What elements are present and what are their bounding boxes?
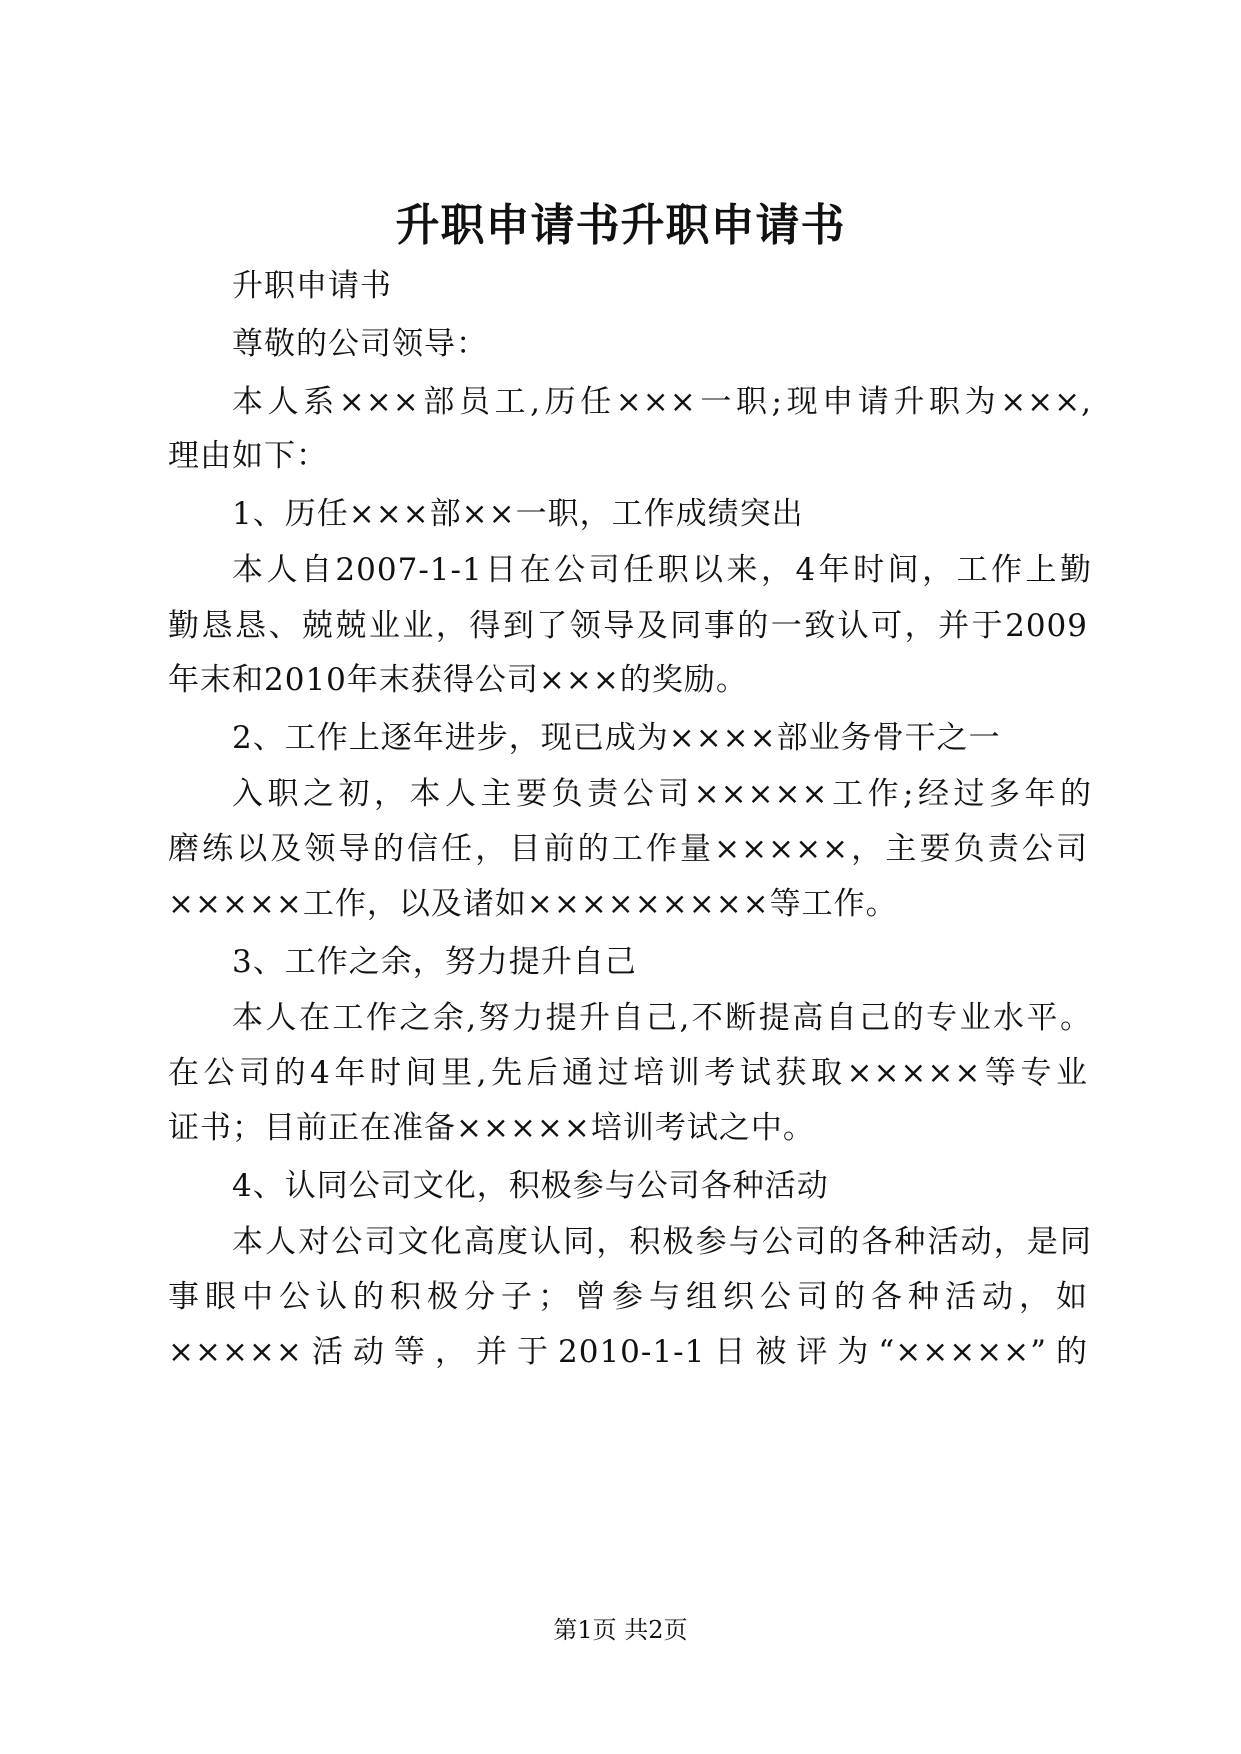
text-line: 1、历任×××部××一职，工作成绩突出 <box>232 496 804 532</box>
text-line: ×××××工作，以及诸如×××××××××等工作。 <box>168 886 898 922</box>
text-line: 入职之初，本人主要负责公司×××××工作;经过多年的 <box>232 776 1092 812</box>
text-line: 3、工作之余，努力提升自己 <box>232 944 637 980</box>
text-line: 尊敬的公司领导： <box>232 326 488 362</box>
text-line: 升职申请书 <box>232 268 392 304</box>
text-line: 本人系×××部员工,历任×××一职;现申请升职为×××, <box>232 384 1092 420</box>
document-title: 升职申请书升职申请书 <box>395 200 846 251</box>
page-footer: 第1页 共2页 <box>553 1616 688 1644</box>
text-line: 2、工作上逐年进步，现已成为××××部业务骨干之一 <box>232 720 1001 756</box>
text-line: 本人自2007-1-1日在公司任职以来，4年时间，工作上勤 <box>232 552 1092 588</box>
text-line: 在公司的4年时间里,先后通过培训考试获取×××××等专业 <box>168 1055 1088 1091</box>
text-line: 理由如下： <box>168 438 328 474</box>
text-line: 本人在工作之余,努力提升自己,不断提高自己的专业水平。 <box>232 1000 1092 1036</box>
text-line: 年末和2010年末获得公司×××的奖励。 <box>168 662 748 698</box>
text-line: 证书；目前正在准备×××××培训考试之中。 <box>168 1110 815 1146</box>
text-line: 勤恳恳、兢兢业业，得到了领导及同事的一致认可，并于2009 <box>168 608 1088 644</box>
text-line: 事眼中公认的积极分子；曾参与组织公司的各种活动，如 <box>168 1279 1088 1315</box>
text-line: 4、认同公司文化，积极参与公司各种活动 <box>232 1168 829 1204</box>
text-line: 磨练以及领导的信任，目前的工作量×××××，主要负责公司 <box>168 831 1088 867</box>
text-line: ×××××活动等，并于2010-1-1日被评为“×××××”的 <box>168 1334 1088 1370</box>
text-line: 本人对公司文化高度认同，积极参与公司的各种活动，是同 <box>232 1224 1092 1260</box>
